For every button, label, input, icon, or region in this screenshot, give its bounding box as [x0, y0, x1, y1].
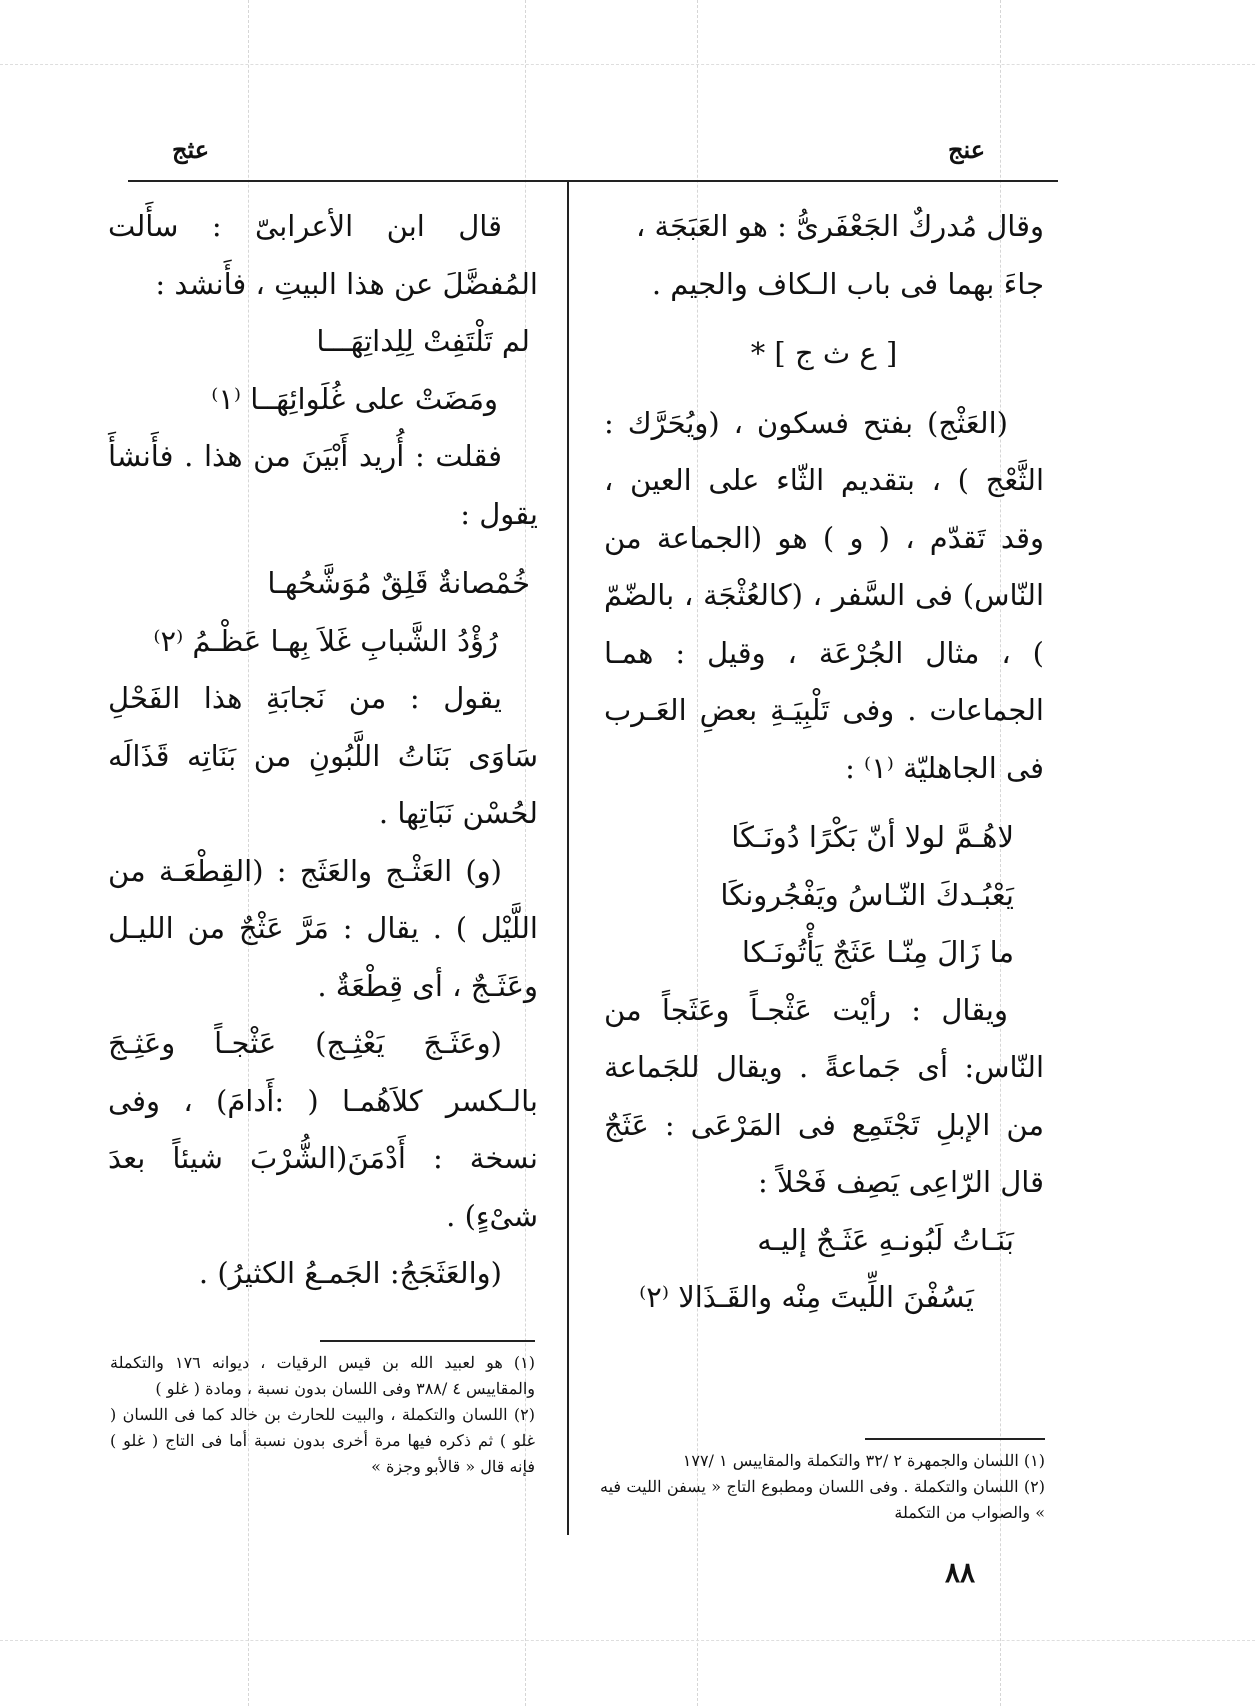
- verse-line: ومَضَتْ على غُلَوائِهَــا ⁽١⁾: [211, 381, 498, 416]
- footnote-rule: [865, 1438, 1045, 1440]
- text-line: جاءَ بهما فى باب الـكاف والجيم .: [651, 266, 1044, 301]
- footnote-rule: [320, 1340, 535, 1342]
- verse-line: خُمْصانةٌ قَلِقٌ مُوَشَّحُهـا: [267, 566, 530, 600]
- entry-paragraph: (والعَثَجَجُ: الجَمـعُ الكثيرُ) .: [198, 1256, 502, 1290]
- entry-paragraph: فقلت : أُريد أَبْيَنَ من هذا . فأَنشأَ يقول :: [108, 439, 538, 531]
- header-left-word: عثج: [172, 135, 210, 164]
- header-right-word: عنج: [948, 135, 986, 164]
- text-line: وقال مُدركٌ الجَعْفَرىُّ : هو العَبَجَة ،: [635, 209, 1044, 243]
- left-column: [108, 198, 538, 1303]
- scan-mark: [0, 1640, 1255, 1641]
- verse-line: يَعْبُـدكَ النّـاسُ ويَفْجُرونكَا: [720, 877, 1014, 912]
- footnote: (١) هو لعبيد الله بن قيس الرقيات ، ديوانه ١٧٦ والتكملة والمقاييس ٤ /٣٨٨ وفى اللسان بدون نسبة ، ومادة ( غلو ): [110, 1353, 536, 1398]
- entry-paragraph: (و) العَثْـج والعَثَج : (القِطْعَـة من اللَّيْل ) . يقال : مَرَّ عَثْجٌ من الليـل وعَثَـجٌ ، أى قِطْعَةٌ .: [108, 853, 538, 1003]
- verse-line: لم تَلْتَفِتْ لِلِداتِهَـــا: [316, 324, 530, 358]
- verse-line: بَنَـاتُ لَبُونـهِ عَثَـجٌ إليـه: [757, 1222, 1014, 1257]
- right-column: [604, 198, 1044, 1327]
- scan-mark: [0, 64, 1255, 65]
- verse-line: رُؤْدُ الشَّبابِ غَلاَ بِهـا عَظْـمُ ⁽٢⁾: [153, 623, 498, 658]
- section-heading: [ ع ث ج ] *: [750, 336, 898, 370]
- verse-line: ما زَالَ مِنّـا عَثَجٌ يَأْتُونَـكا: [741, 935, 1014, 969]
- entry-paragraph: (وعَثَـجَ يَعْثِـج) عَثْجـاً وعَثِـجَ بالـكسر كلاَهُمـا ( :أَدامَ) ، وفى نسخة : أَدْمَنَ(الشُّرْبَ شيئاً بعدَ شىْءٍ) .: [108, 1026, 538, 1233]
- entry-paragraph: يقول : من نَجابَةِ هذا الفَحْلِ سَاوَى بَنَاتُ اللَّبُونِ من بَنَاتِه قَذَالَه لحُسْن نَبَاتِها .: [108, 681, 538, 830]
- page-number: ٨٨: [945, 1556, 976, 1589]
- entry-paragraph: قال ابن الأعرابىّ : سأَلت المُفضَّلَ عن هذا البيتِ ، فأَنشد :: [108, 209, 538, 301]
- header-rule: [128, 180, 1058, 182]
- right-footnotes: [600, 1448, 1045, 1526]
- entry-paragraph: ويقال : رأيْت عَثْجـاً وعَثَجاً من النّاس: أى جَماعةً . ويقال للجَماعة من الإبلِ تَجْتَمِع فى المَرْعَى : عَثَجٌ قال الرّاعِى يَصِف فَحْلاً :: [604, 992, 1044, 1199]
- footnote: (١) اللسان والجمهرة ٢ /٣٢ والتكملة والمقاييس ١ /١٧٧: [682, 1451, 1045, 1470]
- footnote: (٢) اللسان والتكملة . وفى اللسان ومطبوع التاج « يسفن الليت فيه » والصواب من التكملة: [600, 1477, 1046, 1522]
- footnote: (٢) اللسان والتكملة ، والبيت للحارث بن خالد كما فى اللسان ( غلو ) ثم ذكره فيها مرة أخرى بدون نسبة أما فى التاج ( غلو ) فإنه قال « قالأبو وجزة »: [110, 1405, 535, 1476]
- column-divider: [567, 180, 569, 1535]
- verse-line: يَسُفْنَ اللِّيتَ مِنْه والقَـذَالا ⁽٢⁾: [639, 1280, 974, 1314]
- entry-paragraph: (العَثْج) بفتح فسكون ، (ويُحَرَّك : الثَّعْج ) ، بتقديم الثّاء على العين ، وقد تَقدّم ، ( و ) هو (الجماعة من النّاس) فى السَّفر ، (كالعُثْجَة ، بالضّمّ ) ، مثال الجُرْعَة ، وقيل : همـا الجماعات . وفى تَلْبِيَـةِ بعضِ العَـرب فى الجاهليّة ⁽١⁾ :: [604, 405, 1044, 785]
- verse-line: لاهُـمَّ لولا أنّ بَكْرًا دُونَـكَا: [731, 820, 1014, 854]
- left-footnotes: [110, 1350, 535, 1480]
